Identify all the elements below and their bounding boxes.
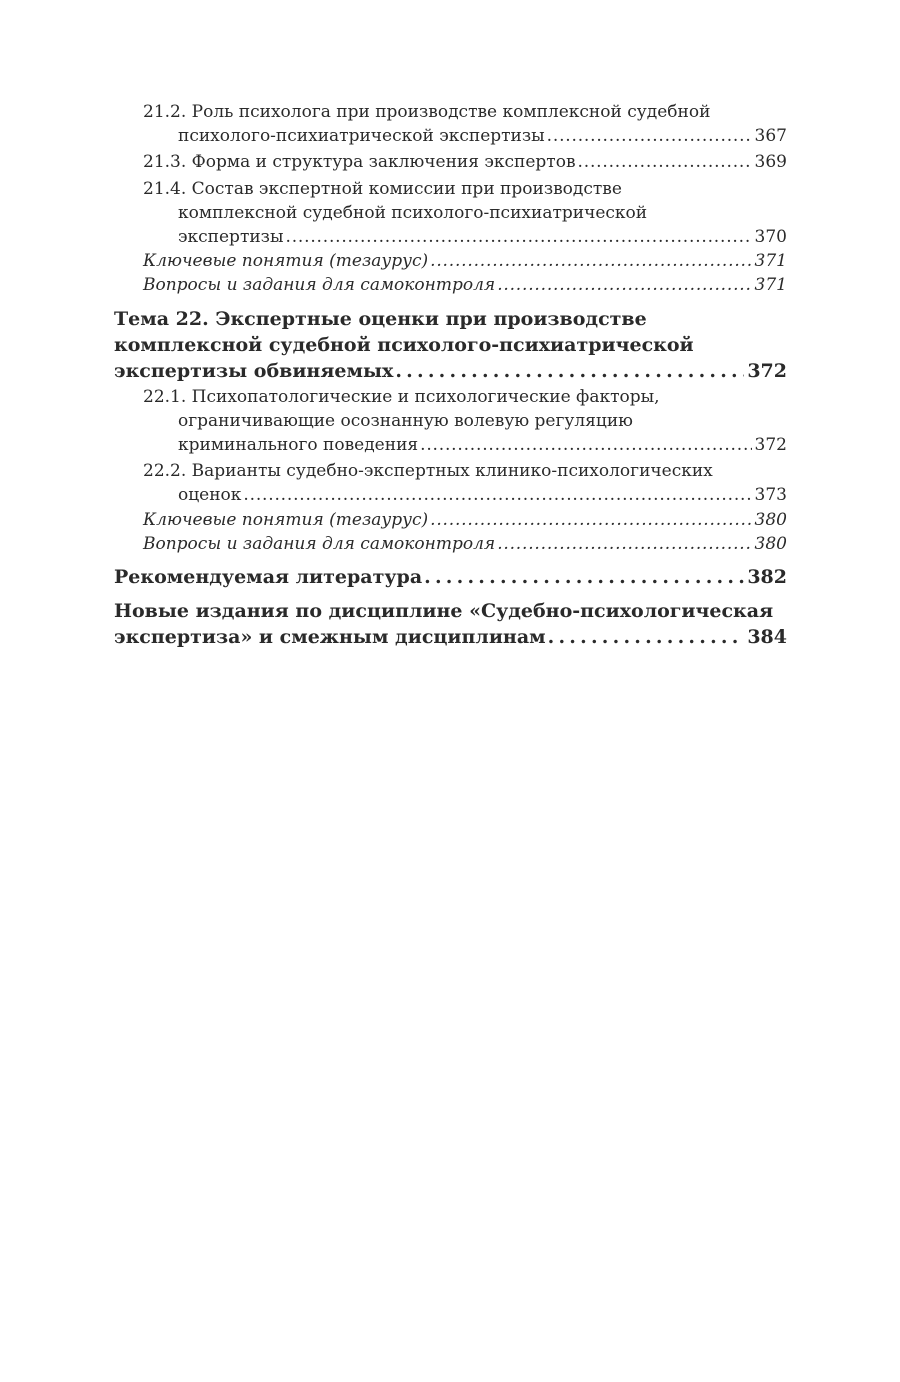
toc-entry-text: психолого-психиатрической экспертизы [178,126,545,147]
toc-entry-21-4 [114,177,787,250]
toc-entry-text: 21.3. Форма и структура заключения экспертов [143,152,576,173]
page-number: 384 [747,626,787,649]
page-number: 370 [754,227,787,248]
page-number: 380 [754,509,787,530]
page-number: 372 [754,435,787,456]
dot-leader [547,124,752,148]
toc-entry-text: Вопросы и задания для самоконтроля [143,275,496,296]
toc-entry-text: ограничивающие осознанную волевую регуляцию [178,410,633,431]
dot-leader [243,483,751,507]
toc-entry-literature [114,564,787,590]
toc-entry-21-2 [114,100,787,148]
toc-entry-text: комплексной судебной психолого-психиатрической [178,202,648,223]
toc-entry-questions-22 [114,532,787,556]
toc-entry-text: экспертиза» и смежным дисциплинам [114,626,546,649]
toc-entry-text: Ключевые понятия (тезаурус) [143,509,429,530]
dot-leader [420,433,751,457]
dot-leader [548,624,745,650]
toc-entry-questions-21 [114,273,787,297]
page-number: 382 [747,566,787,589]
toc-entry-key-concepts-22 [114,508,787,532]
dot-leader [578,150,752,174]
dot-leader [497,532,751,556]
dot-leader [430,249,751,273]
dot-leader [285,225,751,249]
dot-leader [424,564,744,590]
toc-entry-text: экспертизы [178,227,284,248]
page-number: 371 [754,275,787,296]
page-number: 369 [754,152,787,173]
toc-entry-text: Ключевые понятия (тезаурус) [143,251,429,272]
toc-entry-text: Тема 22. Экспертные оценки при производстве [114,307,647,330]
page-number: 372 [747,359,787,382]
toc-entry-topic-22 [114,306,787,384]
toc-entry-text: Рекомендуемая литература [114,566,423,589]
toc-entry-text: криминального поведения [178,435,419,456]
toc-entry-22-2 [114,459,787,507]
toc-entry-text: 21.4. Состав экспертной комиссии при производстве [143,178,622,199]
table-of-contents [114,100,787,650]
dot-leader [395,358,744,384]
toc-entry-new-editions [114,598,787,650]
toc-entry-text: Вопросы и задания для самоконтроля [143,533,496,554]
page-number: 367 [754,126,787,147]
toc-entry-text: экспертизы обвиняемых [114,359,394,382]
toc-entry-text: 22.2. Варианты судебно-экспертных клинико-психологических [143,461,713,482]
toc-entry-22-1 [114,385,787,458]
toc-entry-text: 22.1. Психопатологические и психологические факторы, [143,386,660,407]
page-number: 373 [754,485,787,506]
toc-entry-text: 21.2. Роль психолога при производстве комплексной судебной [143,102,711,122]
dot-leader [430,508,751,532]
toc-entry-text: оценок [178,485,242,506]
dot-leader [497,273,751,297]
toc-entry-text: Новые издания по дисциплине «Судебно-психологическая [114,600,774,623]
toc-entry-key-concepts-21 [114,249,787,273]
toc-entry-21-3 [114,150,787,174]
page-number: 371 [754,251,787,272]
toc-entry-text: комплексной судебной психолого-психиатрической [114,333,694,356]
page-number: 380 [754,533,787,554]
